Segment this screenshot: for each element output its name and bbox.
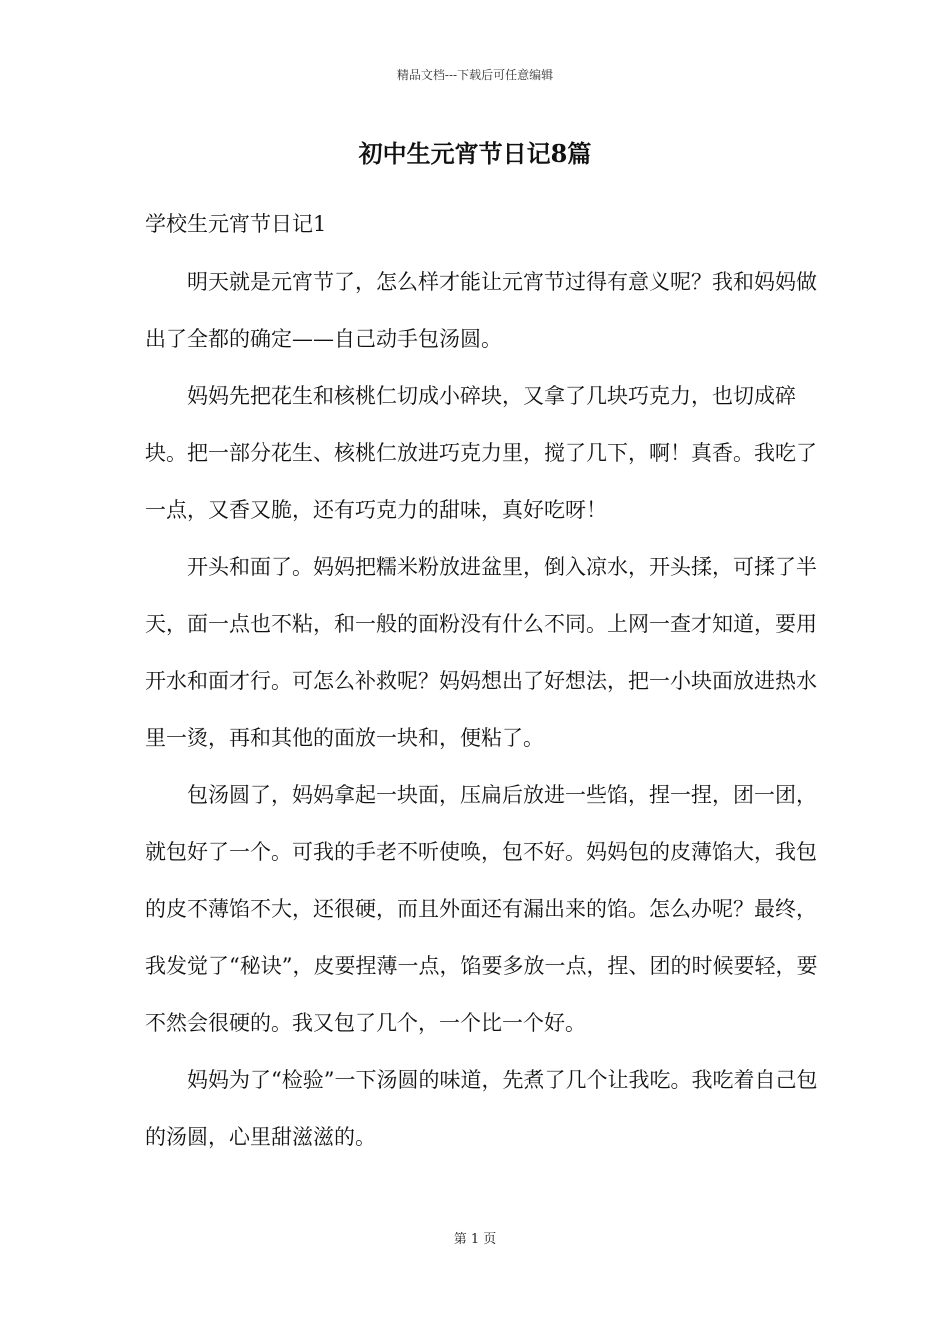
page-number: 第 1 页 bbox=[453, 1232, 497, 1247]
document-title: 初中生元宵节日记8篇 bbox=[358, 139, 592, 168]
paragraph: 明天就是元宵节了，怎么样才能让元宵节过得有意义呢？我和妈妈做出了全都的确定——自己动手包汤圆。 bbox=[145, 270, 817, 351]
section-heading: 学校生元宵节日记1 bbox=[145, 212, 327, 236]
paragraph: 开头和面了。妈妈把糯米粉放进盆里，倒入凉水，开头揉，可揉了半天，面一点也不粘，和一般的面粉没有什么不同。上网一查才知道，要用开水和面才行。可怎么补救呢？妈妈想出了好想法，把一小块面放进热水里一烫，再和其他的面放一块和，便粘了。 bbox=[145, 555, 817, 750]
paragraph: 妈妈先把花生和核桃仁切成小碎块，又拿了几块巧克力，也切成碎块。把一部分花生、核桃仁放进巧克力里，搅了几下，啊！真香。我吃了一点，又香又脆，还有巧克力的甜味，真好吃呀！ bbox=[145, 384, 817, 522]
body-text bbox=[145, 254, 821, 1166]
paragraph: 妈妈为了“检验”一下汤圆的味道，先煮了几个让我吃。我吃着自己包的汤圆，心里甜滋滋的。 bbox=[145, 1068, 818, 1149]
paragraph: 包汤圆了，妈妈拿起一块面，压扁后放进一些馅，捏一捏，团一团，就包好了一个。可我的手老不听使唤，包不好。妈妈包的皮薄馅大，我包的皮不薄馅不大，还很硬，而且外面还有漏出来的馅。怎么办呢？最终，我发觉了“秘诀”，皮要捏薄一点，馅要多放一点，捏、团的时候要轻，要不然会很硬的。我又包了几个，一个比一个好。 bbox=[145, 783, 818, 1035]
header-note: 精品文档---下载后可任意编辑 bbox=[396, 68, 554, 82]
